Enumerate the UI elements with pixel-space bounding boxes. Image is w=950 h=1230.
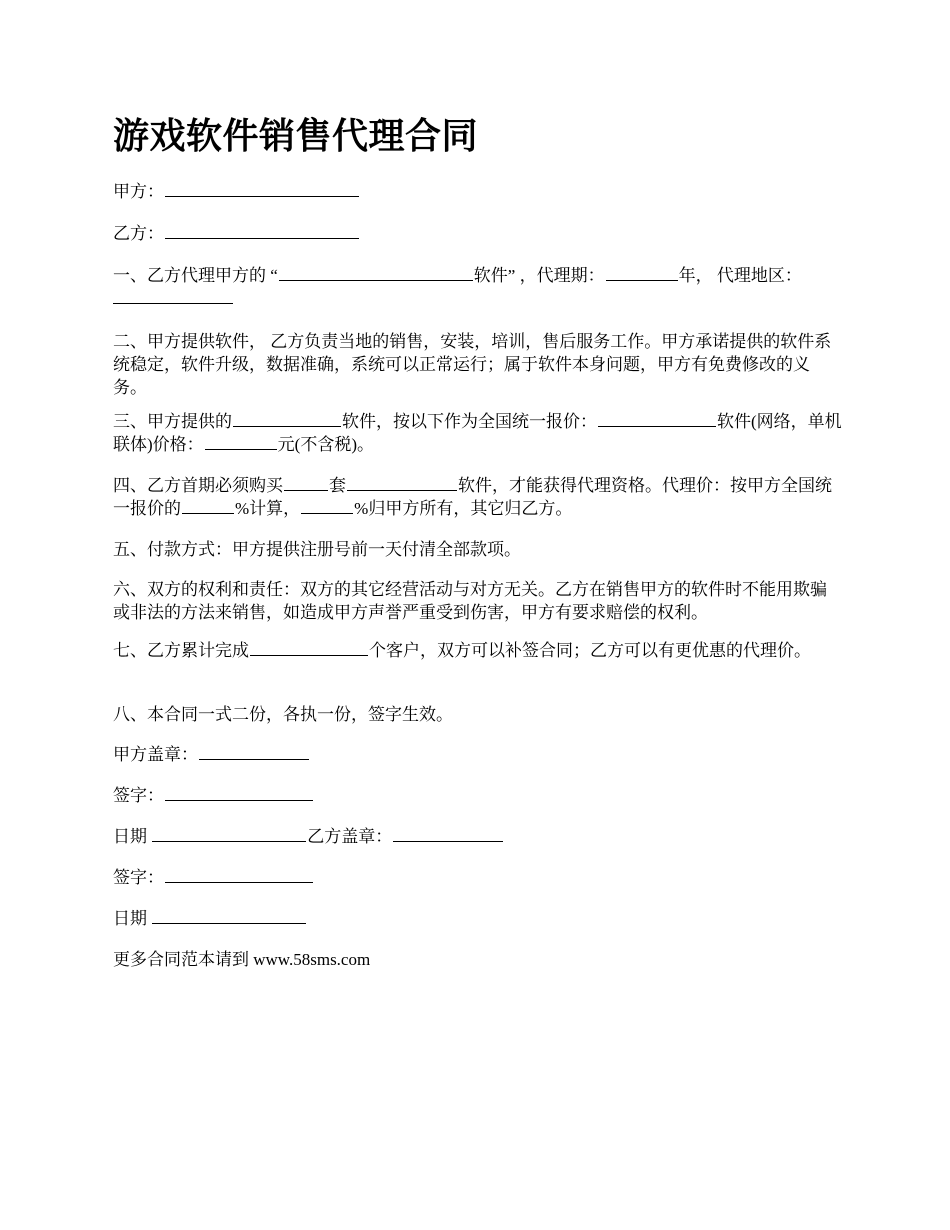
clause-7-text-a: 七、乙方累计完成 bbox=[113, 641, 249, 660]
term-years-blank bbox=[606, 264, 678, 281]
clause-7-text-b: 个客户，双方可以补签合同；乙方可以有更优惠的代理价。 bbox=[369, 641, 811, 660]
party-a-seal-label: 甲方盖章： bbox=[113, 745, 198, 764]
software-blank bbox=[347, 474, 457, 491]
clause-5: 五、付款方式：甲方提供注册号前一天付清全部款项。 bbox=[113, 540, 521, 559]
clause-7 bbox=[113, 639, 843, 662]
party-b-line bbox=[113, 222, 360, 245]
party-b-seal-blank bbox=[393, 825, 503, 842]
party-b-date-line bbox=[113, 907, 307, 930]
clause-3-text-d: 元(不含税)。 bbox=[277, 435, 374, 454]
party-b-date-label: 日期 bbox=[113, 909, 152, 928]
clause-3 bbox=[113, 410, 843, 456]
sets-blank bbox=[284, 474, 328, 491]
clause-4-text-e: %归甲方所有，其它归乙方。 bbox=[354, 499, 573, 518]
party-b-sign-line bbox=[113, 866, 314, 889]
party-a-seal-blank bbox=[199, 743, 309, 760]
clause-3-text-c: 软件(网络，单机联体)价格： bbox=[113, 412, 842, 454]
party-a-date-blank bbox=[152, 825, 306, 842]
clause-8: 八、本合同一式二份，各执一份，签字生效。 bbox=[113, 705, 453, 724]
clause-1-text-b: 软件” ，代理期： bbox=[473, 266, 605, 285]
clause-4 bbox=[113, 474, 843, 520]
clause-3-text-a: 三、甲方提供的 bbox=[113, 412, 232, 431]
party-a-seal-line bbox=[113, 743, 310, 766]
party-a-sign-line bbox=[113, 784, 314, 807]
party-a-date-label: 日期 bbox=[113, 827, 152, 846]
price-blank bbox=[598, 410, 716, 427]
party-a-sign-label: 签字： bbox=[113, 786, 164, 805]
party-a-date-line bbox=[113, 825, 504, 848]
party-b-sign-blank bbox=[165, 866, 313, 883]
clause-1-text-c: 年， 代理地区： bbox=[678, 266, 802, 285]
clients-blank bbox=[250, 639, 368, 656]
party-a-label: 甲方： bbox=[113, 182, 164, 201]
clause-1 bbox=[113, 264, 843, 310]
region-blank bbox=[113, 287, 233, 304]
party-b-seal-label: 乙方盖章： bbox=[307, 827, 393, 846]
software-name-blank bbox=[279, 264, 473, 281]
clause-4-text-a: 四、乙方首期必须购买 bbox=[113, 476, 283, 495]
clause-4-text-d: %计算， bbox=[235, 499, 301, 518]
party-b-blank bbox=[165, 222, 359, 239]
party-b-sign-label: 签字： bbox=[113, 868, 164, 887]
footer-note: 更多合同范本请到 www.58sms.com bbox=[113, 950, 371, 969]
clause-4-text-b: 套 bbox=[329, 476, 346, 495]
percent-blank-2 bbox=[301, 497, 353, 514]
amount-blank bbox=[205, 433, 277, 450]
clause-2: 二、甲方提供软件， 乙方负责当地的销售，安装，培训，售后服务工作。甲方承诺提供的软件系统稳定，软件升级，数据准确，系统可以正常运行；属于软件本身问题，甲方有免费修改的义务。 bbox=[113, 332, 832, 397]
clause-1-text-a: 一、乙方代理甲方的 “ bbox=[113, 266, 278, 285]
percent-blank-1 bbox=[182, 497, 234, 514]
clause-4-text-c: 软件，才能获得代理资格。代理价：按甲方全国统一报价的 bbox=[113, 476, 832, 518]
party-a-blank bbox=[165, 180, 359, 197]
party-b-date-blank bbox=[152, 907, 306, 924]
party-a-sign-blank bbox=[165, 784, 313, 801]
party-b-label: 乙方： bbox=[113, 224, 164, 243]
product-blank bbox=[233, 410, 341, 427]
document-title: 游戏软件销售代理合同 bbox=[113, 115, 479, 157]
clause-3-text-b: 软件，按以下作为全国统一报价： bbox=[342, 412, 597, 431]
clause-6: 六、双方的权利和责任：双方的其它经营活动与对方无关。乙方在销售甲方的软件时不能用欺骗或非法的方法来销售，如造成甲方声誉严重受到伤害，甲方有要求赔偿的权利。 bbox=[113, 580, 827, 622]
party-a-line bbox=[113, 180, 360, 203]
